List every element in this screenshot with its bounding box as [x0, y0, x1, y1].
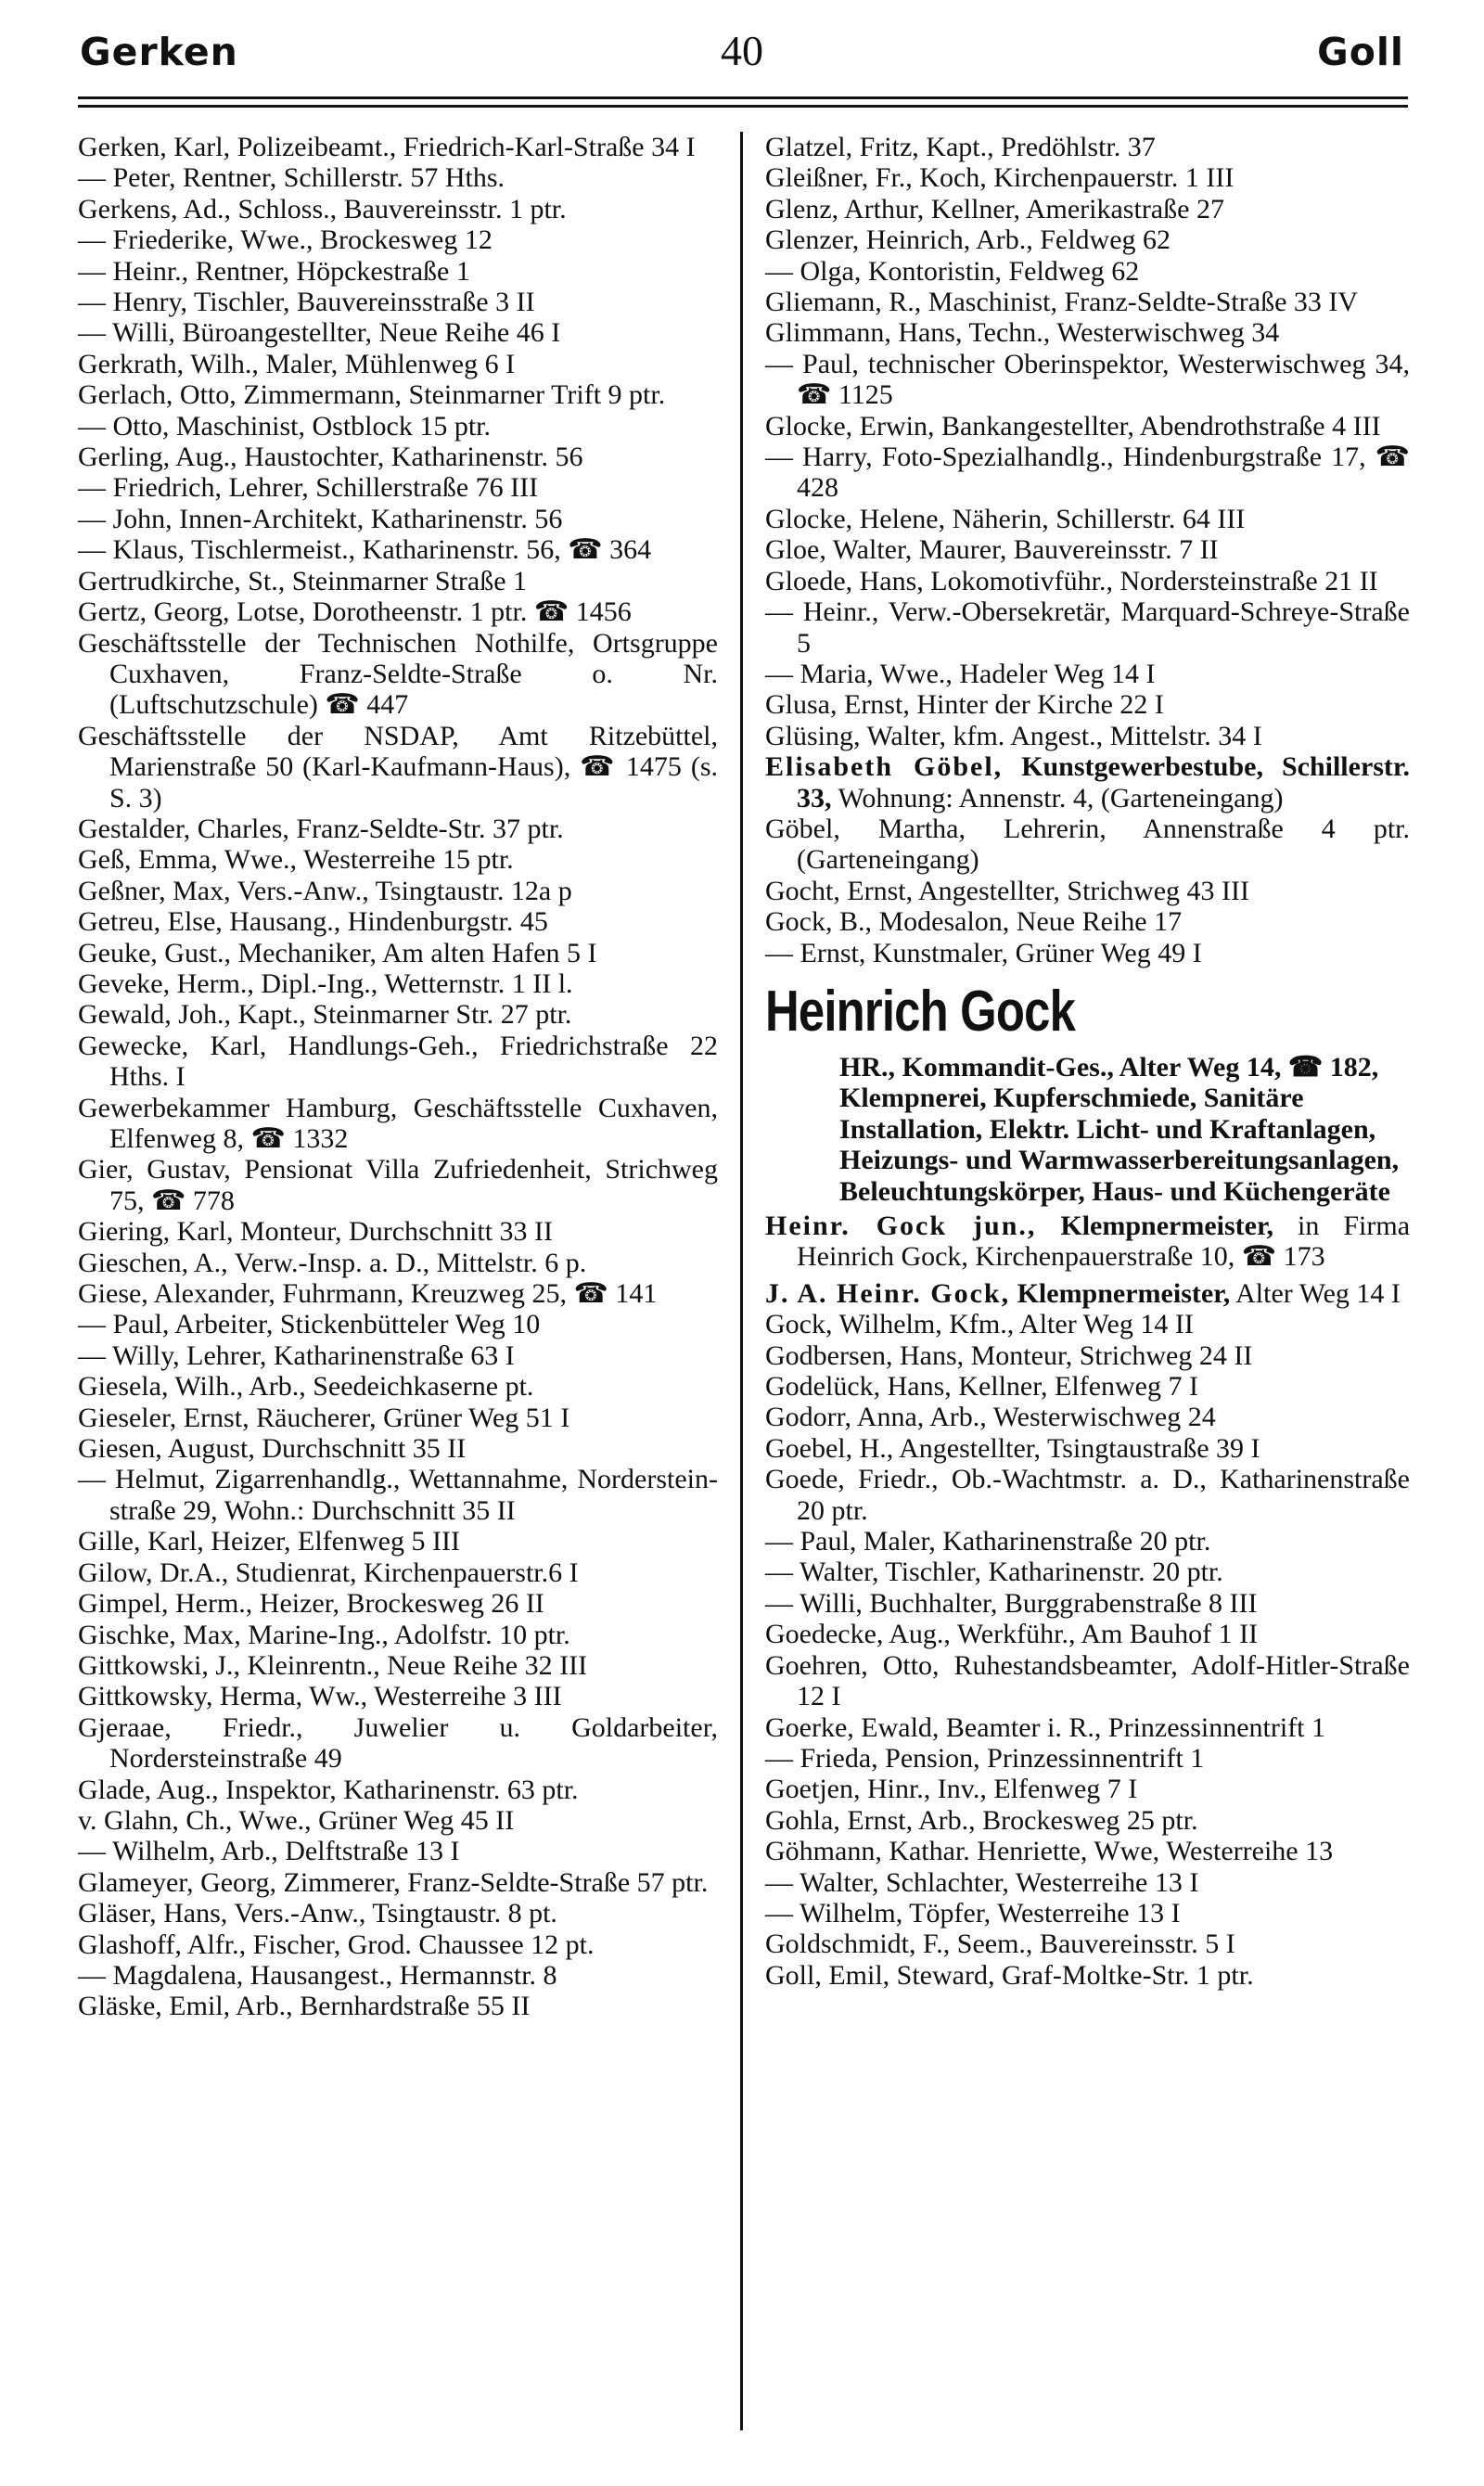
entry-text: Gertz, Georg, Lotse, Dorotheenstr. 1 ptr. ☎ 1456 [78, 596, 632, 628]
entry-text: Glusa, Ernst, Hinter der Kirche 22 I [765, 689, 1164, 721]
entry-text: Gleißner, Fr., Koch, Kirchenpauerstr. 1 III [765, 162, 1235, 194]
directory-entry [765, 162, 1410, 193]
gock-advert: HR., Kommandit-Ges., Alter Weg 14, ☎ 182, Klempnerei, Kupferschmiede, Sanitäre Installation, Elektr. Licht- und Kraftanlagen, Heizungs- und Warmwasserbereitungsanlagen, Beleuchtungskörper, Haus- und Küchengeräte [839, 1051, 1400, 1207]
entry-text: — Maria, Wwe., Hadeler Weg 14 I [765, 658, 1156, 689]
directory-entry [78, 1278, 718, 1309]
directory-entry [78, 1620, 718, 1650]
directory-entry [78, 1805, 718, 1836]
entry-text: Gerken, Karl, Polizeibeamt., Friedrich-Karl-Straße 34 I [78, 132, 696, 162]
entry-text: — Klaus, Tischlermeist., Katharinenstr. 56, ☎ 364 [78, 534, 652, 566]
entry-text: — Olga, Kontoristin, Feldweg 62 [765, 255, 1140, 287]
directory-entry [78, 1216, 718, 1247]
directory-entry [765, 906, 1410, 937]
entry-text: Giering, Karl, Monteur, Durchschnitt 33 II [78, 1216, 554, 1248]
entry-text: Gischke, Max, Marine-Ing., Adolfstr. 10 ptr. [78, 1619, 570, 1650]
directory-entry [765, 534, 1410, 565]
directory-entry [78, 1248, 718, 1278]
entry-text: — Paul, technischer Oberinspektor, Westerwischweg 34, ☎ 1125 [765, 348, 1410, 411]
header-rule-bottom [78, 105, 1408, 108]
entry-text: Godorr, Anna, Arb., Westerwischweg 24 [765, 1402, 1216, 1433]
directory-entry [78, 317, 718, 348]
entry-text: Glashoff, Alfr., Fischer, Grod. Chaussee 12 pt. [78, 1929, 595, 1960]
directory-entry [765, 659, 1410, 689]
entry-text: Gock, B., Modesalon, Neue Reihe 17 [765, 906, 1183, 938]
running-head-left: Gerken [80, 30, 238, 74]
entry-text: Gewecke, Karl, Handlungs-Geh., Friedrichstraße 22 Hths. I [78, 1030, 718, 1093]
entry-text: Gerkens, Ad., Schloss., Bauvereinsstr. 1 ptr. [78, 193, 567, 224]
directory-entry [765, 287, 1410, 317]
entry-text: Gloede, Hans, Lokomotivführ., Nordersteinstraße 21 II [765, 565, 1378, 596]
entry-text: Gerlach, Otto, Zimmermann, Steinmarner Trift 9 ptr. [78, 379, 666, 411]
entry-text: — Friedrich, Lehrer, Schillerstraße 76 III [78, 472, 539, 504]
goebel-address: Wohnung: Annenstr. 4, (Garteneingang) [838, 782, 1284, 814]
directory-entry [78, 844, 718, 875]
gock-jun-address: in Firma Heinrich Gock, Kirchenpauerstraße 10, ☎ 173 [797, 1211, 1411, 1273]
entry-text: Gläske, Emil, Arb., Bernhardstraße 55 II [78, 1991, 531, 2022]
directory-entry [78, 1309, 718, 1339]
directory-entry [765, 1433, 1410, 1464]
directory-entry [78, 1403, 718, 1433]
entry-text: Getreu, Else, Hausang., Hindenburgstr. 45 [78, 906, 548, 938]
entry-text: Gertrudkirche, St., Steinmarner Straße 1 [78, 565, 528, 596]
entry-text: Goetjen, Hinr., Inv., Elfenweg 7 I [765, 1774, 1138, 1805]
entry-text: Glameyer, Georg, Zimmerer, Franz-Seldte-Straße 57 ptr. [78, 1866, 709, 1898]
directory-entry [765, 1712, 1410, 1743]
directory-entry [765, 1371, 1410, 1402]
directory-entry [765, 876, 1410, 906]
directory-entry [765, 1588, 1410, 1619]
entry-text: Gittkowski, J., Kleinrentn., Neue Reihe 32 III [78, 1649, 588, 1681]
directory-entry [78, 1464, 718, 1526]
entry-text: Goedecke, Aug., Werkführ., Am Bauhof 1 II [765, 1619, 1259, 1650]
directory-entry [78, 1433, 718, 1464]
directory-entry [78, 1775, 718, 1805]
directory-entry [765, 1309, 1410, 1339]
directory-entry [765, 132, 1410, 162]
entry-text: Gläser, Hans, Vers.-Anw., Tsingtaustr. 8 pt. [78, 1898, 557, 1929]
directory-entry [78, 1960, 718, 1991]
entry-text: — Frieda, Pension, Prinzessinnentrift 1 [765, 1742, 1205, 1774]
entry-text: Gerkrath, Wilh., Maler, Mühlenweg 6 I [78, 348, 516, 379]
entry-text: Geß, Emma, Wwe., Westerreihe 15 ptr. [78, 844, 514, 876]
entry-text: — Otto, Maschinist, Ostblock 15 ptr. [78, 410, 491, 442]
entry-text: Gestalder, Charles, Franz-Seldte-Str. 37 ptr. [78, 813, 564, 844]
entry-text: Goldschmidt, F., Seem., Bauvereinsstr. 5 I [765, 1929, 1235, 1960]
directory-entry [78, 596, 718, 627]
directory-entry [765, 1867, 1410, 1898]
entry-text: — Wilhelm, Töpfer, Westerreihe 13 I [765, 1897, 1181, 1929]
directory-entry [765, 1774, 1410, 1804]
directory-entry [765, 504, 1410, 534]
entry-text: — Paul, Maler, Katharinenstraße 20 ptr. [765, 1526, 1211, 1557]
directory-entry [78, 256, 718, 287]
running-head-right: Goll [1317, 30, 1404, 74]
directory-entry [78, 1867, 718, 1898]
directory-entry [78, 132, 718, 162]
directory-entry [78, 1340, 718, 1371]
entry-text: Geuke, Gust., Mechaniker, Am alten Hafen 5 I [78, 937, 597, 968]
entry-text: — John, Innen-Architekt, Katharinenstr. 56 [78, 503, 563, 534]
directory-entry [78, 999, 718, 1030]
entry-text: Gieseler, Ernst, Räucherer, Grüner Weg 51 I [78, 1402, 570, 1433]
entry-text: — Harry, Foto-Spezialhandlg., Hindenburgstraße 17, ☎ 428 [765, 442, 1410, 504]
directory-entry [78, 1991, 718, 2021]
entry-text: — Willi, Büroangestellter, Neue Reihe 46 I [78, 317, 561, 349]
entry-text: Godelück, Hans, Kellner, Elfenweg 7 I [765, 1371, 1198, 1403]
directory-entry [765, 1557, 1410, 1587]
entry-text: Gittkowsky, Herma, Ww., Westerreihe 3 III [78, 1681, 562, 1712]
entry-text: Glocke, Erwin, Bankangestellter, Abendrothstraße 4 III [765, 410, 1381, 442]
entry-text: Gewald, Joh., Kapt., Steinmarner Str. 27 ptr. [78, 999, 572, 1031]
directory-entry [78, 721, 718, 814]
entry-text: Geschäftsstelle der NSDAP, Amt Ritzebüttel, Marienstraße 50 (Karl-Kaufmann-Haus), ☎ 1475 (s. S. 3) [78, 720, 718, 814]
directory-entry [765, 411, 1410, 442]
entry-text: Geschäftsstelle der Technischen Nothilfe, Ortsgruppe Cuxhaven, Franz-Seldte-Straße o. Nr. (Luftschutzschule) ☎ 447 [78, 627, 718, 721]
directory-entry [765, 721, 1410, 751]
directory-entry [78, 1929, 718, 1960]
entry-text: Goebel, H., Angestellter, Tsingtaustraße 39 I [765, 1432, 1260, 1464]
directory-entry [765, 349, 1410, 411]
directory-entry [78, 162, 718, 193]
gock-headline: Heinrich Gock [765, 979, 1076, 1044]
ja-gock-entry [765, 1278, 1410, 1309]
directory-entry [78, 472, 718, 503]
entry-text: Gewerbekammer Hamburg, Geschäftsstelle Cuxhaven, Elfenweg 8, ☎ 1332 [78, 1092, 718, 1154]
gock-jun-name: Heinr. Gock jun., [765, 1211, 1037, 1241]
directory-entry [78, 968, 718, 999]
entry-text: Gloe, Walter, Maurer, Bauvereinsstr. 7 II [765, 534, 1219, 566]
right-entries-c [765, 1309, 1410, 1991]
directory-entry [765, 1650, 1410, 1712]
directory-entry [78, 1093, 718, 1155]
directory-entry [765, 1340, 1410, 1371]
entry-text: v. Glahn, Ch., Wwe., Grüner Weg 45 II [78, 1804, 515, 1836]
entry-text: Goede, Friedr., Ob.-Wachtmstr. a. D., Katharinenstraße 20 ptr. [765, 1464, 1410, 1526]
entry-text: Glüsing, Walter, kfm. Angest., Mittelstr. 34 I [765, 720, 1262, 751]
directory-entry [765, 1960, 1410, 1991]
entry-text: Gier, Gustav, Pensionat Villa Zufriedenheit, Strichweg 75, ☎ 778 [78, 1154, 718, 1216]
directory-entry [78, 534, 718, 565]
directory-entry [78, 379, 718, 410]
entry-text: — Paul, Arbeiter, Stickenbütteler Weg 10 [78, 1309, 541, 1340]
directory-entry [78, 224, 718, 255]
entry-text: Gerling, Aug., Haustochter, Katharinenstr. 56 [78, 442, 583, 473]
ja-gock-address: Alter Weg 14 I [1235, 1277, 1401, 1309]
directory-entry [765, 938, 1410, 968]
entry-text: — Walter, Schlachter, Westerreihe 13 I [765, 1866, 1199, 1898]
directory-entry [78, 1588, 718, 1619]
directory-entry [78, 628, 718, 721]
entry-text: Glenz, Arthur, Kellner, Amerikastraße 27 [765, 193, 1224, 224]
directory-entry [78, 876, 718, 906]
entry-text: — Friederike, Wwe., Brockesweg 12 [78, 224, 493, 256]
entry-text: Glimmann, Hans, Techn., Westerwischweg 34 [765, 317, 1280, 349]
entry-text: Gohla, Ernst, Arb., Brockesweg 25 ptr. [765, 1804, 1198, 1836]
directory-entry [765, 256, 1410, 287]
entry-text: Glenzer, Heinrich, Arb., Feldweg 62 [765, 224, 1171, 256]
directory-entry [765, 689, 1410, 720]
directory-entry [765, 1526, 1410, 1557]
goebel-entry [765, 751, 1410, 814]
directory-entry [765, 1402, 1410, 1432]
entry-text: — Heinr., Verw.-Obersekretär, Marquard-Schreye-Straße 5 [765, 596, 1410, 659]
directory-entry [765, 596, 1410, 659]
entry-text: Göhmann, Kathar. Henriette, Wwe, Westerreihe 13 [765, 1836, 1334, 1867]
entry-text: Gliemann, R., Maschinist, Franz-Seldte-Straße 33 IV [765, 287, 1359, 318]
page-header [0, 0, 1484, 109]
gock-jun-title: Klempnermeister, [1060, 1211, 1274, 1241]
directory-entry [765, 194, 1410, 224]
directory-entry [78, 442, 718, 472]
entry-text: Goehren, Otto, Ruhestandsbeamter, Adolf-Hitler-Straße 12 I [765, 1649, 1410, 1712]
directory-entry [78, 349, 718, 379]
entry-text: Goll, Emil, Steward, Graf-Moltke-Str. 1 ptr. [765, 1959, 1254, 1991]
entry-text: Gocht, Ernst, Angestellter, Strichweg 43 III [765, 875, 1250, 906]
entry-text: Glocke, Helene, Näherin, Schillerstr. 64 III [765, 503, 1246, 534]
ja-gock-title: Klempnermeister, [1017, 1277, 1231, 1309]
column-divider [740, 132, 743, 2430]
entry-text: Gilow, Dr.A., Studienrat, Kirchenpauerstr.6 I [78, 1557, 579, 1588]
directory-entry [78, 1371, 718, 1402]
directory-entry [78, 504, 718, 534]
page-number: 40 [721, 27, 763, 74]
entry-text: Gieschen, A., Verw.-Insp. a. D., Mittelstr. 6 p. [78, 1247, 587, 1278]
directory-entry [765, 1743, 1410, 1774]
directory-entry [78, 1154, 718, 1216]
directory-entry [765, 442, 1410, 504]
entry-text: — Willi, Buchhalter, Burggrabenstraße 8 III [765, 1587, 1258, 1619]
entry-text: — Heinr., Rentner, Höpckestraße 1 [78, 255, 470, 287]
directory-entry [765, 1836, 1410, 1866]
directory-entry [78, 1712, 718, 1775]
entry-text: Glatzel, Fritz, Kapt., Predöhlstr. 37 [765, 132, 1156, 162]
directory-entry [78, 411, 718, 442]
directory-entry [765, 1929, 1410, 1959]
entry-text: — Wilhelm, Arb., Delftstraße 13 I [78, 1836, 460, 1867]
entry-text: Gjeraae, Friedr., Juwelier u. Goldarbeiter, Nordersteinstraße 49 [78, 1711, 718, 1775]
directory-entry [78, 1526, 718, 1557]
entry-text: Giesen, August, Durchschnitt 35 II [78, 1433, 467, 1465]
directory-entry [765, 814, 1410, 876]
directory-entry [78, 1836, 718, 1866]
goebel-business: Kunstgewerbestube, Schillerstr. 33, [797, 751, 1410, 814]
entry-text: Glade, Aug., Inspektor, Katharinenstr. 63 ptr. [78, 1774, 579, 1805]
directory-entry [78, 1031, 718, 1093]
directory-entry [765, 1619, 1410, 1649]
right-entries-b [765, 814, 1410, 968]
directory-entry [765, 1898, 1410, 1929]
entry-text: Goerke, Ewald, Beamter i. R., Prinzessinnentrift 1 [765, 1711, 1326, 1743]
entry-text: Gille, Karl, Heizer, Elfenweg 5 III [78, 1526, 460, 1557]
directory-entry [78, 938, 718, 968]
entry-text: — Walter, Tischler, Katharinenstr. 20 ptr. [765, 1557, 1223, 1588]
left-column [78, 132, 718, 2022]
directory-entry [765, 224, 1410, 255]
directory-entry [78, 287, 718, 317]
right-entries-a [765, 132, 1410, 751]
directory-entry [78, 194, 718, 224]
entry-text: Göbel, Martha, Lehrerin, Annenstraße 4 ptr. (Garteneingang) [765, 813, 1410, 876]
directory-entry [78, 1650, 718, 1681]
entry-text: — Willy, Lehrer, Katharinenstraße 63 I [78, 1339, 515, 1371]
ja-gock-name: J. A. Heinr. Gock, [765, 1277, 1011, 1309]
entry-text: Geveke, Herm., Dipl.-Ing., Wetternstr. 1 II l. [78, 967, 573, 999]
directory-entry [78, 1557, 718, 1588]
directory-entry [765, 1805, 1410, 1836]
entry-text: Godbersen, Hans, Monteur, Strichweg 24 II [765, 1339, 1253, 1371]
gock-jun-entry [765, 1211, 1410, 1273]
directory-entry [765, 317, 1410, 348]
goebel-name: Elisabeth Göbel, [765, 751, 1004, 783]
directory-entry [78, 1898, 718, 1929]
directory-entry [78, 814, 718, 844]
right-column [765, 132, 1410, 1991]
entry-text: — Helmut, Zigarrenhandlg., Wettannahme, Nordersteinstraße 29, Wohn.: Durchschnitt 35 II [78, 1464, 718, 1526]
entry-text: Giese, Alexander, Fuhrmann, Kreuzweg 25, ☎ 141 [78, 1278, 658, 1310]
entry-text: — Magdalena, Hausangest., Hermannstr. 8 [78, 1959, 557, 1991]
entry-text: — Peter, Rentner, Schillerstr. 57 Hths. [78, 162, 505, 194]
directory-entry [78, 1681, 718, 1711]
entry-text: Gock, Wilhelm, Kfm., Alter Weg 14 II [765, 1309, 1194, 1340]
entry-text: Giesela, Wilh., Arb., Seedeichkaserne pt. [78, 1371, 534, 1403]
directory-entry [78, 906, 718, 937]
entry-text: — Ernst, Kunstmaler, Grüner Weg 49 I [765, 937, 1202, 968]
directory-entry [765, 566, 1410, 596]
entry-text: Geßner, Max, Vers.-Anw., Tsingtaustr. 12a p [78, 875, 572, 906]
header-rule-top [78, 96, 1408, 99]
entry-text: — Henry, Tischler, Bauvereinsstraße 3 II [78, 287, 535, 318]
directory-entry [78, 566, 718, 596]
entry-text: Gimpel, Herm., Heizer, Brockesweg 26 II [78, 1588, 544, 1620]
directory-entry [765, 1464, 1410, 1526]
